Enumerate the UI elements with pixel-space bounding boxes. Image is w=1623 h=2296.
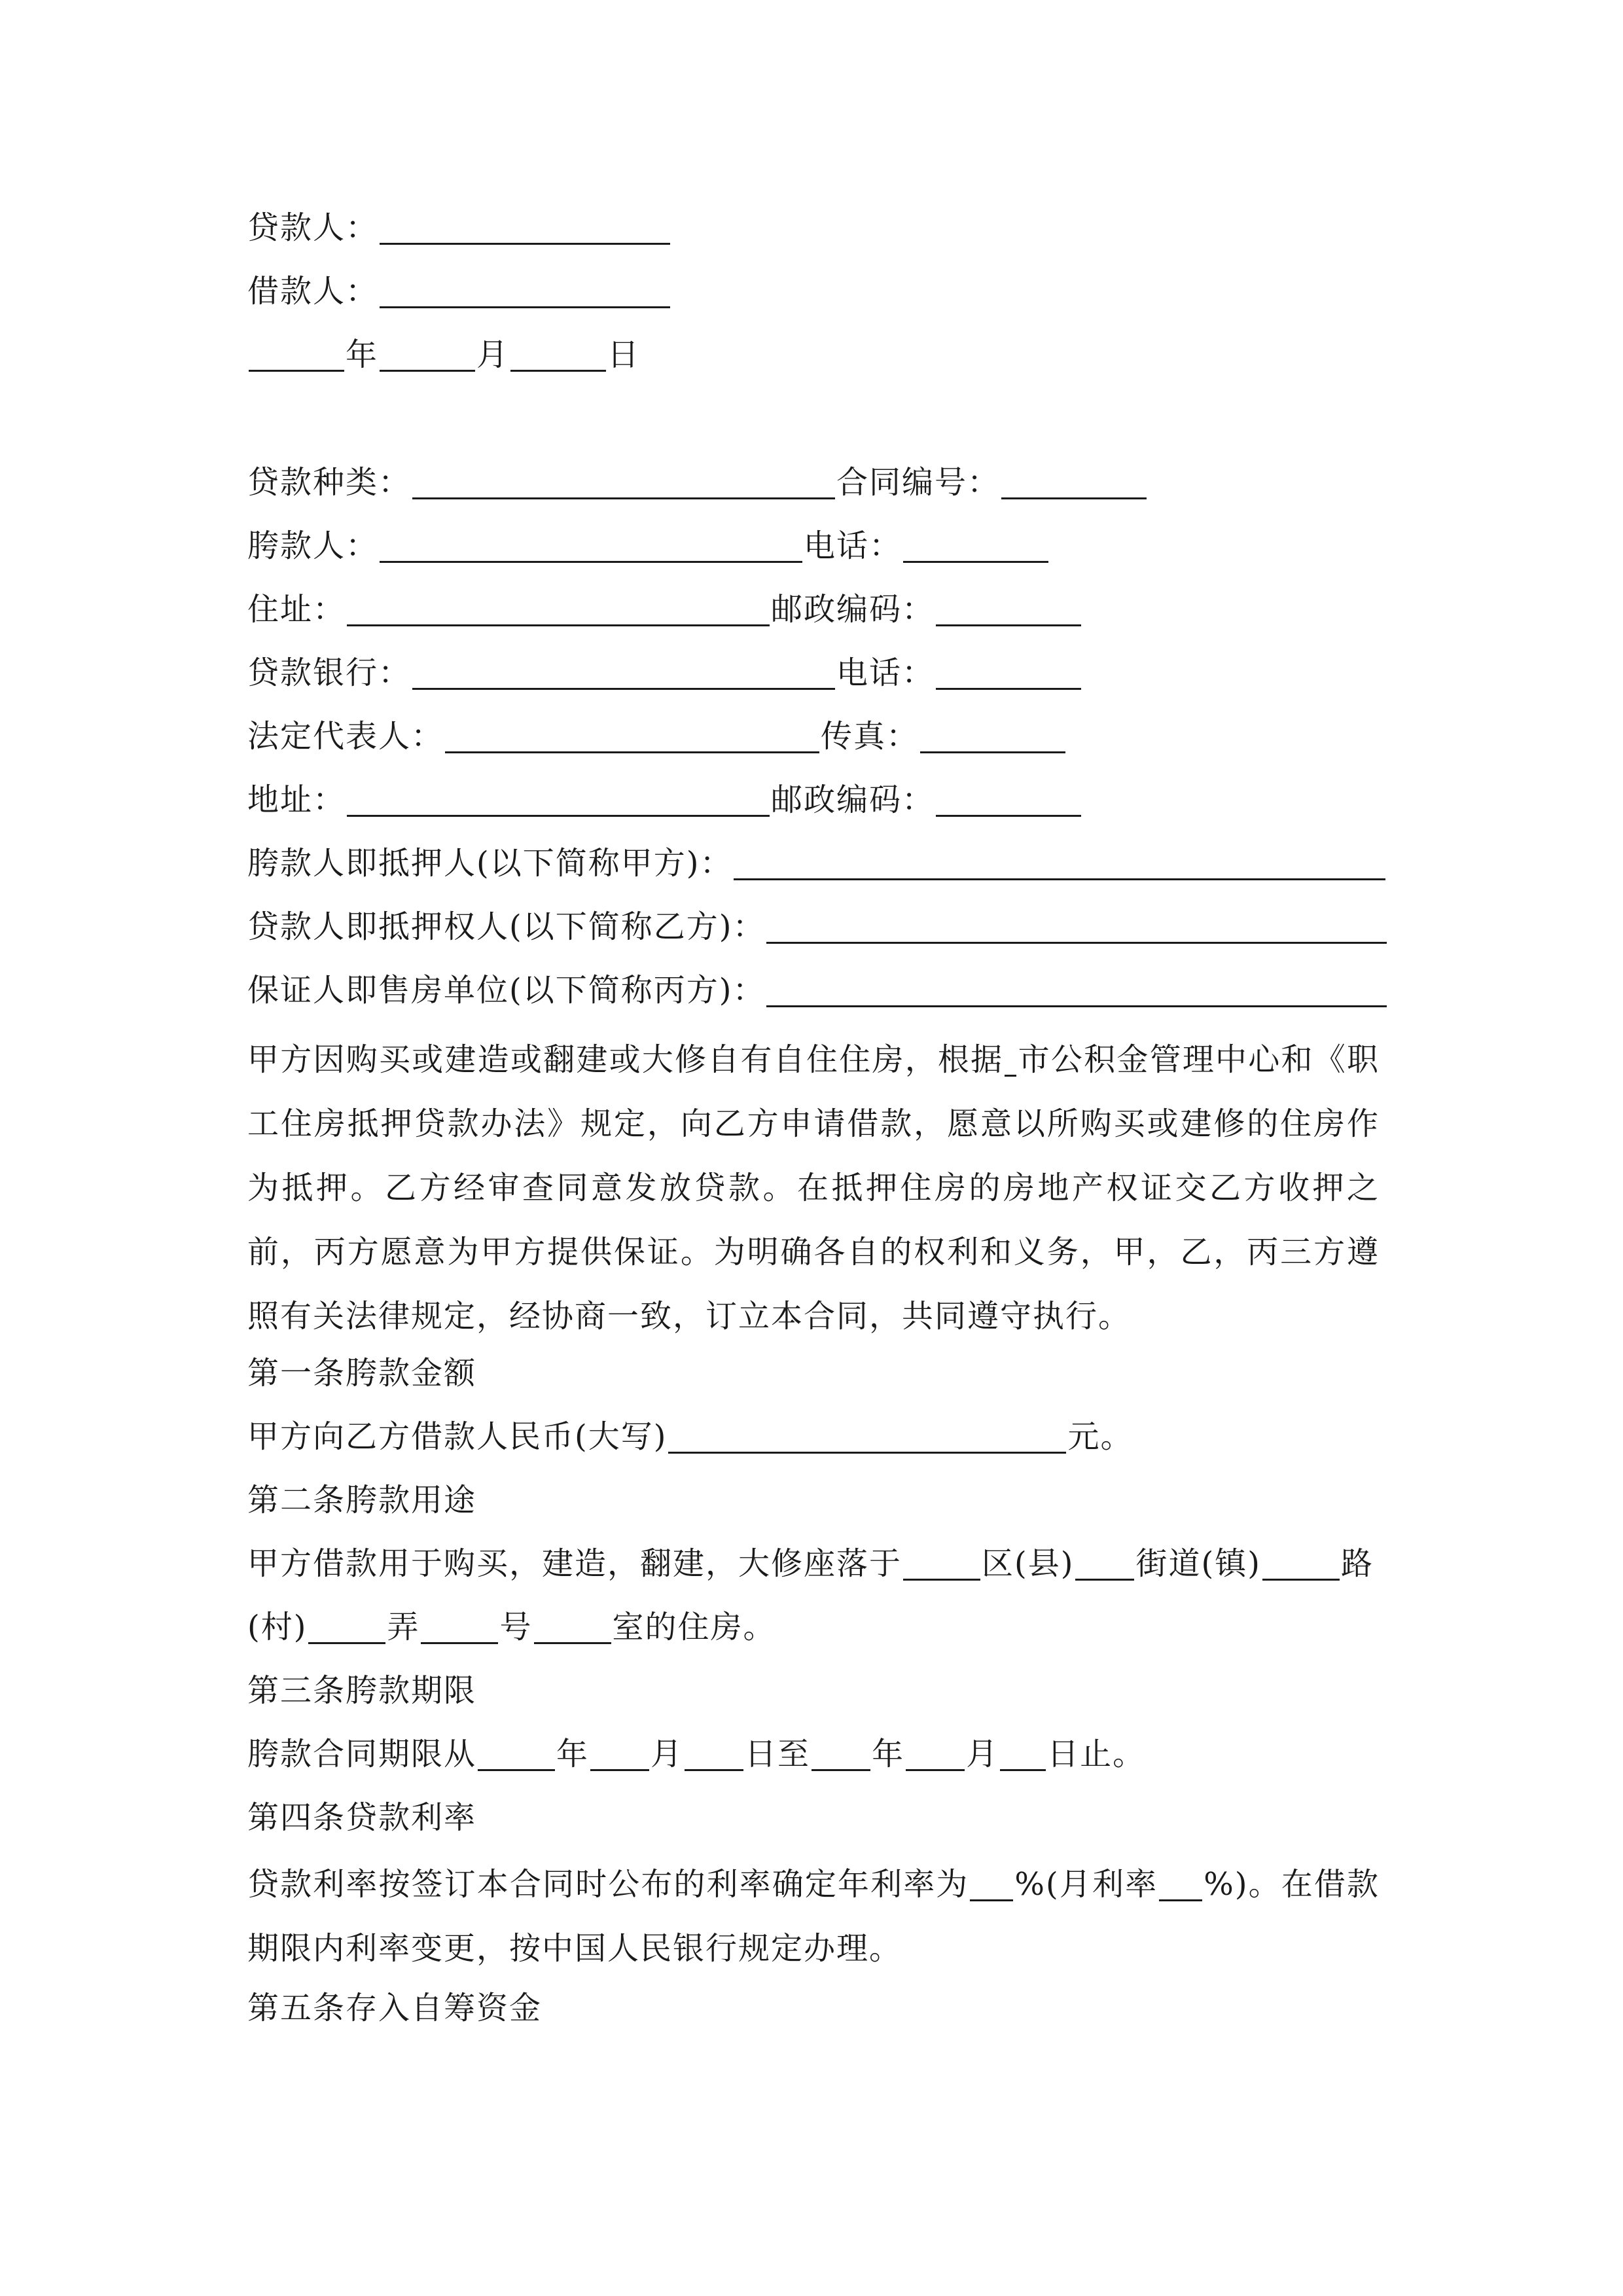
party-c-label: 保证人即售房单位(以下简称丙方)： <box>247 972 766 1009</box>
article4-text-3: %)。在借款期限内利率变更，按中国人民银行规定办理。 <box>247 1866 1380 1967</box>
borrower-blank[interactable] <box>380 279 670 308</box>
postcode1-blank[interactable] <box>936 597 1081 626</box>
article2-text-8: 室的住房。 <box>612 1609 776 1645</box>
postcode2-label: 邮政编码： <box>771 781 935 818</box>
party-c-blank[interactable] <box>766 978 1387 1007</box>
lender-line <box>247 208 671 247</box>
borrower-info-blank[interactable] <box>380 533 802 563</box>
annual-rate-blank[interactable] <box>970 1872 1013 1901</box>
article3-text-1: 胯款合同期限从 <box>247 1736 477 1772</box>
intro-paragraph <box>247 1028 1380 1348</box>
intro-text-1: 甲方因购买或建造或翻建或大修自有自住住房，根据 <box>247 1041 1004 1078</box>
article3-text-3: 月 <box>651 1736 684 1772</box>
article3-line <box>247 1734 1145 1774</box>
year-blank[interactable] <box>249 342 344 372</box>
article3-title: 第三条胯款期限 <box>247 1672 477 1709</box>
address-line <box>247 590 1082 629</box>
phone2-label: 电话： <box>836 655 935 691</box>
road-blank[interactable] <box>1262 1551 1340 1581</box>
article2-text-6: 弄 <box>387 1609 420 1645</box>
party-b-line <box>247 907 1388 946</box>
article2-text-1: 甲方借款用于购买，建造，翻建，大修座落于 <box>247 1545 902 1582</box>
bank-line <box>247 653 1082 692</box>
postcode1-label: 邮政编码： <box>771 591 935 628</box>
amount-blank[interactable] <box>668 1424 1066 1454</box>
lane-blank[interactable] <box>421 1615 498 1644</box>
start-day-blank[interactable] <box>685 1742 743 1771</box>
article1-text-b: 元。 <box>1067 1418 1133 1455</box>
article2-line1 <box>247 1544 1374 1583</box>
address-blank[interactable] <box>347 597 770 626</box>
month-label: 月 <box>476 336 510 373</box>
bank-blank[interactable] <box>412 660 835 690</box>
article1-line <box>247 1417 1133 1456</box>
article4-text-1: 贷款利率按签订本合同时公布的利率确定年利率为 <box>247 1866 969 1903</box>
lender-blank[interactable] <box>380 215 670 245</box>
phone2-blank[interactable] <box>936 660 1081 690</box>
party-c-line <box>247 971 1388 1010</box>
article3-text-2: 年 <box>556 1736 590 1772</box>
article4-title: 第四条贷款利率 <box>247 1799 477 1836</box>
loan-type-blank[interactable] <box>412 470 835 499</box>
phone1-label: 电话： <box>804 528 902 564</box>
intro-text-2: 市公积金管理中心和《职工住房抵押贷款办法》规定，向乙方申请借款，愿意以所购买或建修的住房作为抵押。乙方经审查同意发放贷款。在抵押住房的房地产权证交乙方收押之前，丙方愿意为甲方提供保证。为明确各自的权利和义务，甲，乙，丙三方遵照有关法律规定，经协商一致，订立本合同，共同遵守执行。 <box>247 1041 1380 1335</box>
article3-text-6: 月 <box>966 1736 999 1772</box>
article3-text-7: 日止。 <box>1047 1736 1146 1772</box>
start-year-blank[interactable] <box>478 1742 555 1771</box>
location-line <box>247 780 1082 819</box>
day-label: 日 <box>607 336 641 373</box>
location-label: 地址： <box>247 781 346 818</box>
city-blank[interactable] <box>1005 1051 1016 1077</box>
article2-text-2: 区(县) <box>982 1545 1075 1582</box>
legal-rep-label: 法定代表人： <box>247 718 444 755</box>
contract-no-label: 合同编号： <box>836 464 1001 501</box>
article4-paragraph <box>247 1852 1380 1981</box>
bank-label: 贷款银行： <box>247 655 412 691</box>
fax-blank[interactable] <box>920 724 1065 753</box>
article2-text-4: 路 <box>1340 1545 1374 1582</box>
article4-text-2: %(月利率 <box>1014 1866 1158 1903</box>
party-a-line <box>247 844 1387 883</box>
lender-label: 贷款人： <box>247 209 379 246</box>
end-year-blank[interactable] <box>812 1742 870 1771</box>
location-blank[interactable] <box>347 787 770 817</box>
district-blank[interactable] <box>903 1551 980 1581</box>
article2-text-5: (村) <box>247 1609 308 1645</box>
day-blank[interactable] <box>510 342 606 372</box>
article2-text-7: 号 <box>499 1609 533 1645</box>
legal-rep-blank[interactable] <box>445 724 819 753</box>
party-a-blank[interactable] <box>734 851 1385 880</box>
village-blank[interactable] <box>308 1615 385 1644</box>
address-label: 住址： <box>247 591 346 628</box>
loan-type-label: 贷款种类： <box>247 464 412 501</box>
start-month-blank[interactable] <box>590 1742 649 1771</box>
end-day-blank[interactable] <box>1000 1742 1046 1771</box>
article1-text-a: 甲方向乙方借款人民币(大写) <box>247 1418 668 1455</box>
article5-title: 第五条存入自筹资金 <box>247 1990 543 2026</box>
article3-text-5: 年 <box>872 1736 905 1772</box>
article2-text-3: 街道(镇) <box>1135 1545 1261 1582</box>
monthly-rate-blank[interactable] <box>1159 1872 1202 1901</box>
article2-title: 第二条胯款用途 <box>247 1482 477 1518</box>
postcode2-blank[interactable] <box>936 787 1081 817</box>
article1-title: 第一条胯款金额 <box>247 1355 477 1391</box>
street-blank[interactable] <box>1075 1551 1134 1581</box>
party-a-label: 胯款人即抵押人(以下简称甲方)： <box>247 845 733 882</box>
party-b-label: 贷款人即抵押权人(以下简称乙方)： <box>247 908 766 945</box>
fax-label: 传真： <box>821 718 919 755</box>
article3-text-4: 日至 <box>745 1736 811 1772</box>
article2-line2 <box>247 1607 776 1647</box>
phone1-blank[interactable] <box>903 533 1048 563</box>
party-b-blank[interactable] <box>766 914 1387 944</box>
legal-rep-line <box>247 717 1067 756</box>
borrower-label: 借款人： <box>247 273 379 310</box>
borrower-info-label: 胯款人： <box>247 528 379 564</box>
contract-no-blank[interactable] <box>1001 470 1147 499</box>
borrower-line <box>247 272 671 311</box>
loan-type-line <box>247 463 1148 502</box>
borrower-info-line <box>247 526 1050 565</box>
number-blank[interactable] <box>534 1615 611 1644</box>
month-blank[interactable] <box>380 342 475 372</box>
date-line <box>247 335 640 374</box>
end-month-blank[interactable] <box>906 1742 965 1771</box>
year-label: 年 <box>346 336 379 373</box>
